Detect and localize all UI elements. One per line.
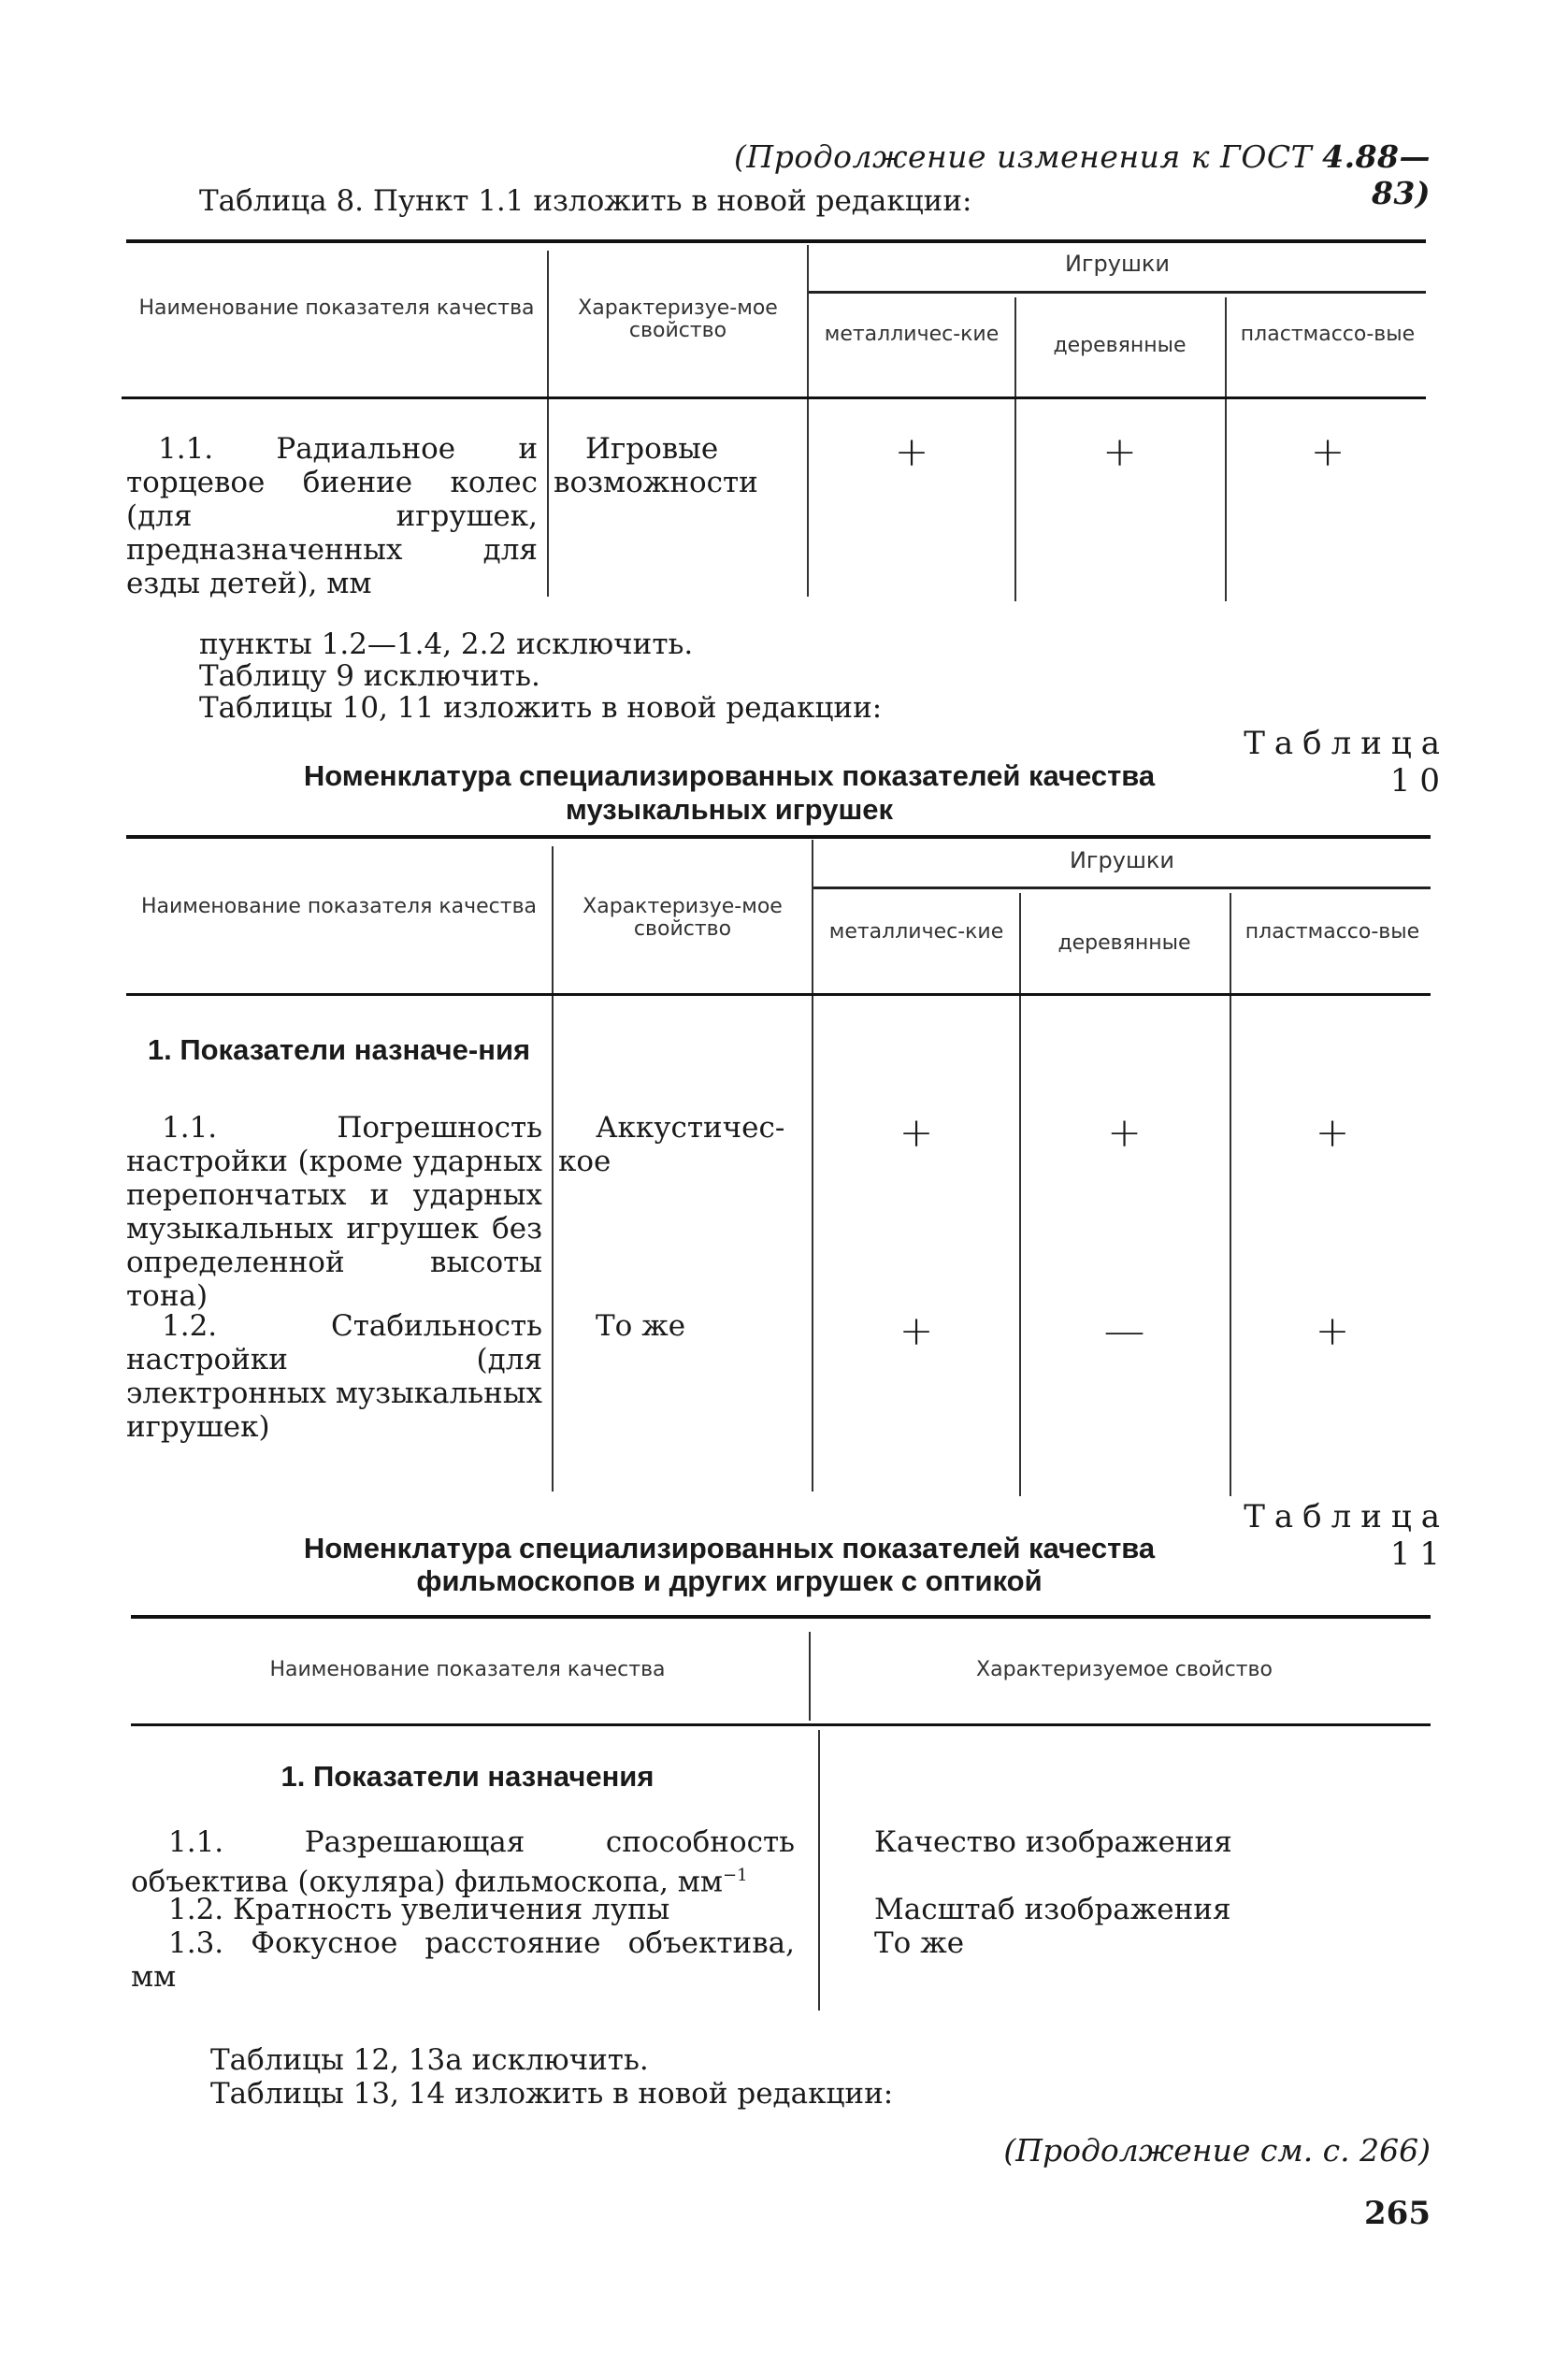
- table11-label: Таблица 11: [1244, 1498, 1449, 1573]
- divider: [552, 846, 554, 1492]
- table11-section-heading: 1. Показатели назначения: [281, 1760, 655, 1793]
- group-rule: [809, 291, 1426, 294]
- header-group-toys: Игрушки: [1064, 251, 1171, 277]
- header-property: Характеризуе-мое свойство: [583, 895, 783, 941]
- instruction-2: Таблицу 9 исключить.: [199, 659, 540, 693]
- table11-row-3-property: То же: [874, 1926, 965, 1960]
- table10-row-1-property: Аккустичес-кое: [558, 1111, 785, 1178]
- table11-title-line2: фильмоскопов и других игрушек с оптикой: [416, 1564, 1043, 1597]
- table8-row-1-metal: +: [894, 428, 929, 476]
- divider: [812, 840, 813, 1492]
- table8-row-1-plastic: +: [1310, 428, 1345, 476]
- divider: [1225, 297, 1227, 601]
- table10-title-line1: Номенклатура специализированных показателей качества: [303, 759, 1156, 792]
- table11-row-1-text: 1.1. Разрешающая способность объектива (окуляра) фильмоскопа, мм: [131, 1825, 795, 1899]
- header-metal: металличес-кие: [828, 920, 1004, 944]
- page-number: 265: [1364, 2195, 1431, 2232]
- table11-row-1-name: [131, 1825, 795, 1898]
- table11-row-1-property: Качество изображения: [874, 1825, 1232, 1859]
- table10-row-2-property: То же: [596, 1309, 686, 1343]
- divider: [1230, 893, 1231, 1496]
- table8-row-1-wooden: +: [1102, 428, 1137, 476]
- header-group-toys: Игрушки: [1069, 847, 1175, 873]
- header-property: Характеризуемое свойство: [976, 1658, 1273, 1681]
- table8-row-1-name: 1.1. Радиальное и торцевое биение колес (для игрушек, предназначенных для езды детей), мм: [126, 432, 538, 600]
- header-plastic: пластмассо-вые: [1244, 920, 1420, 944]
- table11-header-rule: [131, 1723, 1431, 1726]
- table11-title-line1: Номенклатура специализированных показателей качества: [303, 1532, 1156, 1564]
- table10-top-rule: [126, 835, 1431, 839]
- closing-note-2: Таблицы 13, 14 изложить в новой редакции:: [210, 2077, 894, 2111]
- table10-row-2-wooden: —: [1103, 1307, 1145, 1355]
- instruction-1: пункты 1.2—1.4, 2.2 исключить.: [199, 627, 694, 661]
- table11-row-3-name: 1.3. Фокусное расстояние объектива, мм: [131, 1926, 795, 1994]
- table10-header-rule: [126, 993, 1431, 996]
- running-head-text: (Продолжение изменения к ГОСТ: [734, 138, 1323, 175]
- table10-row-1-wooden: +: [1107, 1109, 1142, 1157]
- closing-note-1: Таблицы 12, 13а исключить.: [210, 2043, 649, 2077]
- instruction-3: Таблицы 10, 11 изложить в новой редакции:: [199, 691, 883, 725]
- divider: [1014, 297, 1016, 601]
- table11-row-2-name: 1.2. Кратность увеличения лупы: [168, 1893, 670, 1926]
- table10-label: Таблица 10: [1244, 725, 1449, 800]
- superscript: −1: [723, 1866, 748, 1885]
- header-indicator-name: Наименование показателя качества: [269, 1658, 666, 1681]
- continuation-note: (Продолжение см. с. 266): [1003, 2132, 1431, 2169]
- table10-row-1-name: 1.1. Погрешность настройки (кроме ударных перепончатых и ударных музыкальных игрушек без определенной высоты тона): [126, 1111, 542, 1313]
- table10-row-2-metal: +: [899, 1307, 934, 1355]
- header-wooden: деревянные: [1053, 334, 1187, 357]
- header-indicator-name: Наименование показателя качества: [138, 296, 535, 320]
- table11-row-2-property: Масштаб изображения: [874, 1893, 1231, 1926]
- header-property: Характеризуе-мое свойство: [578, 296, 778, 342]
- header-plastic: пластмассо-вые: [1240, 323, 1416, 346]
- table10-section-heading: 1. Показатели назначе-ния: [147, 1033, 531, 1066]
- header-wooden: деревянные: [1057, 931, 1191, 955]
- header-metal: металличес-кие: [824, 323, 1000, 346]
- divider: [1019, 893, 1021, 1496]
- header-indicator-name: Наименование показателя качества: [140, 895, 538, 918]
- table8-top-rule: [126, 239, 1426, 243]
- table10-title-line2: музыкальных игрушек: [565, 793, 894, 826]
- divider: [547, 251, 549, 597]
- table8-row-1-property: Игровые возможности: [554, 432, 758, 499]
- table10-row-1-plastic: +: [1315, 1109, 1350, 1157]
- group-rule: [813, 886, 1431, 889]
- table8-intro: Таблица 8. Пункт 1.1 изложить в новой редакции:: [199, 184, 972, 218]
- running-head-standard-number: 4.88—83): [1322, 138, 1431, 211]
- divider: [818, 1730, 820, 2011]
- table10-row-2-name: 1.2. Стабильность настройки (для электронных музыкальных игрушек): [126, 1309, 542, 1444]
- table10-row-1-metal: +: [899, 1109, 934, 1157]
- table8-header-rule: [122, 396, 1426, 399]
- divider: [807, 245, 809, 597]
- divider: [809, 1632, 811, 1721]
- table11-top-rule: [131, 1615, 1431, 1619]
- table10-row-2-plastic: +: [1315, 1307, 1350, 1355]
